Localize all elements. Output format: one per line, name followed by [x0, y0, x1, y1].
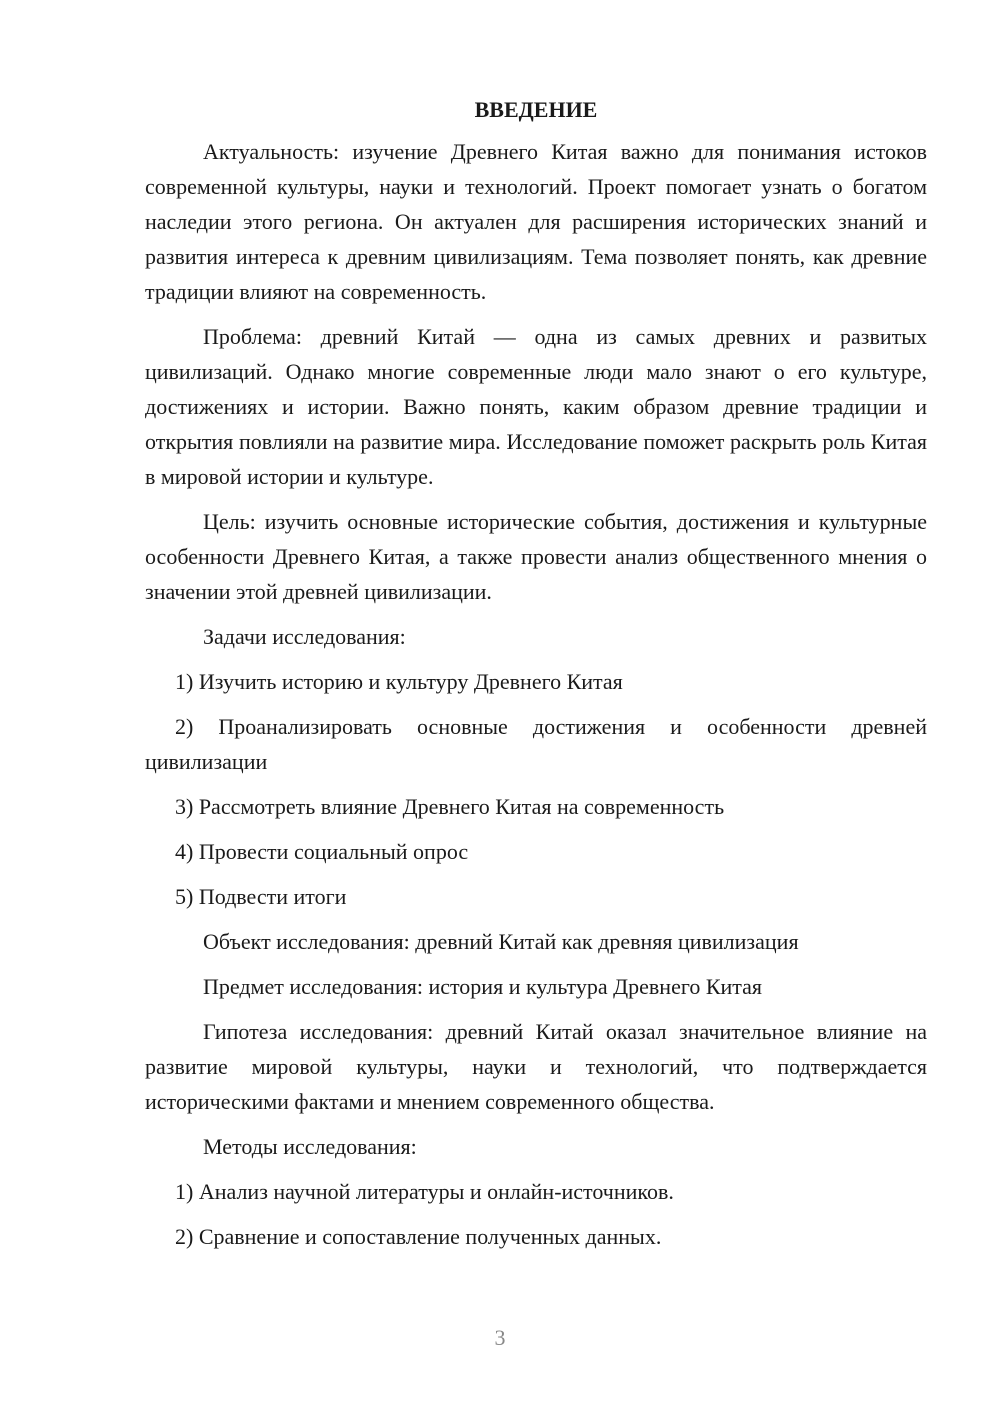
relevance-paragraph: Актуальность: изучение Древнего Китая важно для понимания истоков современной культуры, науки и технологий. Проект помогает узнать о богатом наследии этого региона. Он актуален для расширения исторических знаний и развития интереса к древним цивилизациям. Тема позволяет понять, как древние традиции влияют на современность. — [145, 139, 927, 304]
goal-paragraph: Цель: изучить основные исторические события, достижения и культурные особенности Древнего Китая, а также провести анализ общественного мнения о значении этой древней цивилизации. — [145, 509, 927, 604]
problem-paragraph: Проблема: древний Китай — одна из самых древних и развитых цивилизаций. Однако многие современные люди мало знают о его культуре, достижениях и истории. Важно понять, каким образом древние традиции и открытия повлияли на развитие мира. Исследование поможет раскрыть роль Китая в мировой истории и культуре. — [145, 324, 927, 489]
task-item: 3) Рассмотреть влияние Древнего Китая на современность — [175, 794, 725, 819]
method-item: 1) Анализ научной литературы и онлайн-источников. — [175, 1179, 674, 1204]
hypothesis-paragraph: Гипотеза исследования: древний Китай оказал значительное влияние на развитие мировой культуры, науки и технологий, что подтверждается историческими фактами и мнением современного общества. — [145, 1019, 927, 1114]
task-item: 1) Изучить историю и культуру Древнего Китая — [175, 669, 623, 694]
task-item: 4) Провести социальный опрос — [175, 839, 469, 864]
task-item: 5) Подвести итоги — [175, 884, 347, 909]
tasks-label: Задачи исследования: — [203, 624, 406, 649]
page-number: 3 — [494, 1325, 506, 1350]
task-item: 2) Проанализировать основные достижения и особенности древней цивилизации — [145, 714, 927, 774]
methods-label: Методы исследования: — [203, 1134, 417, 1159]
method-item: 2) Сравнение и сопоставление полученных данных. — [175, 1224, 662, 1249]
subject-line: Предмет исследования: история и культура Древнего Китая — [203, 974, 763, 999]
document-body — [145, 92, 927, 1264]
object-line: Объект исследования: древний Китай как древняя цивилизация — [203, 929, 799, 954]
section-heading: ВВЕДЕНИЕ — [474, 97, 598, 122]
